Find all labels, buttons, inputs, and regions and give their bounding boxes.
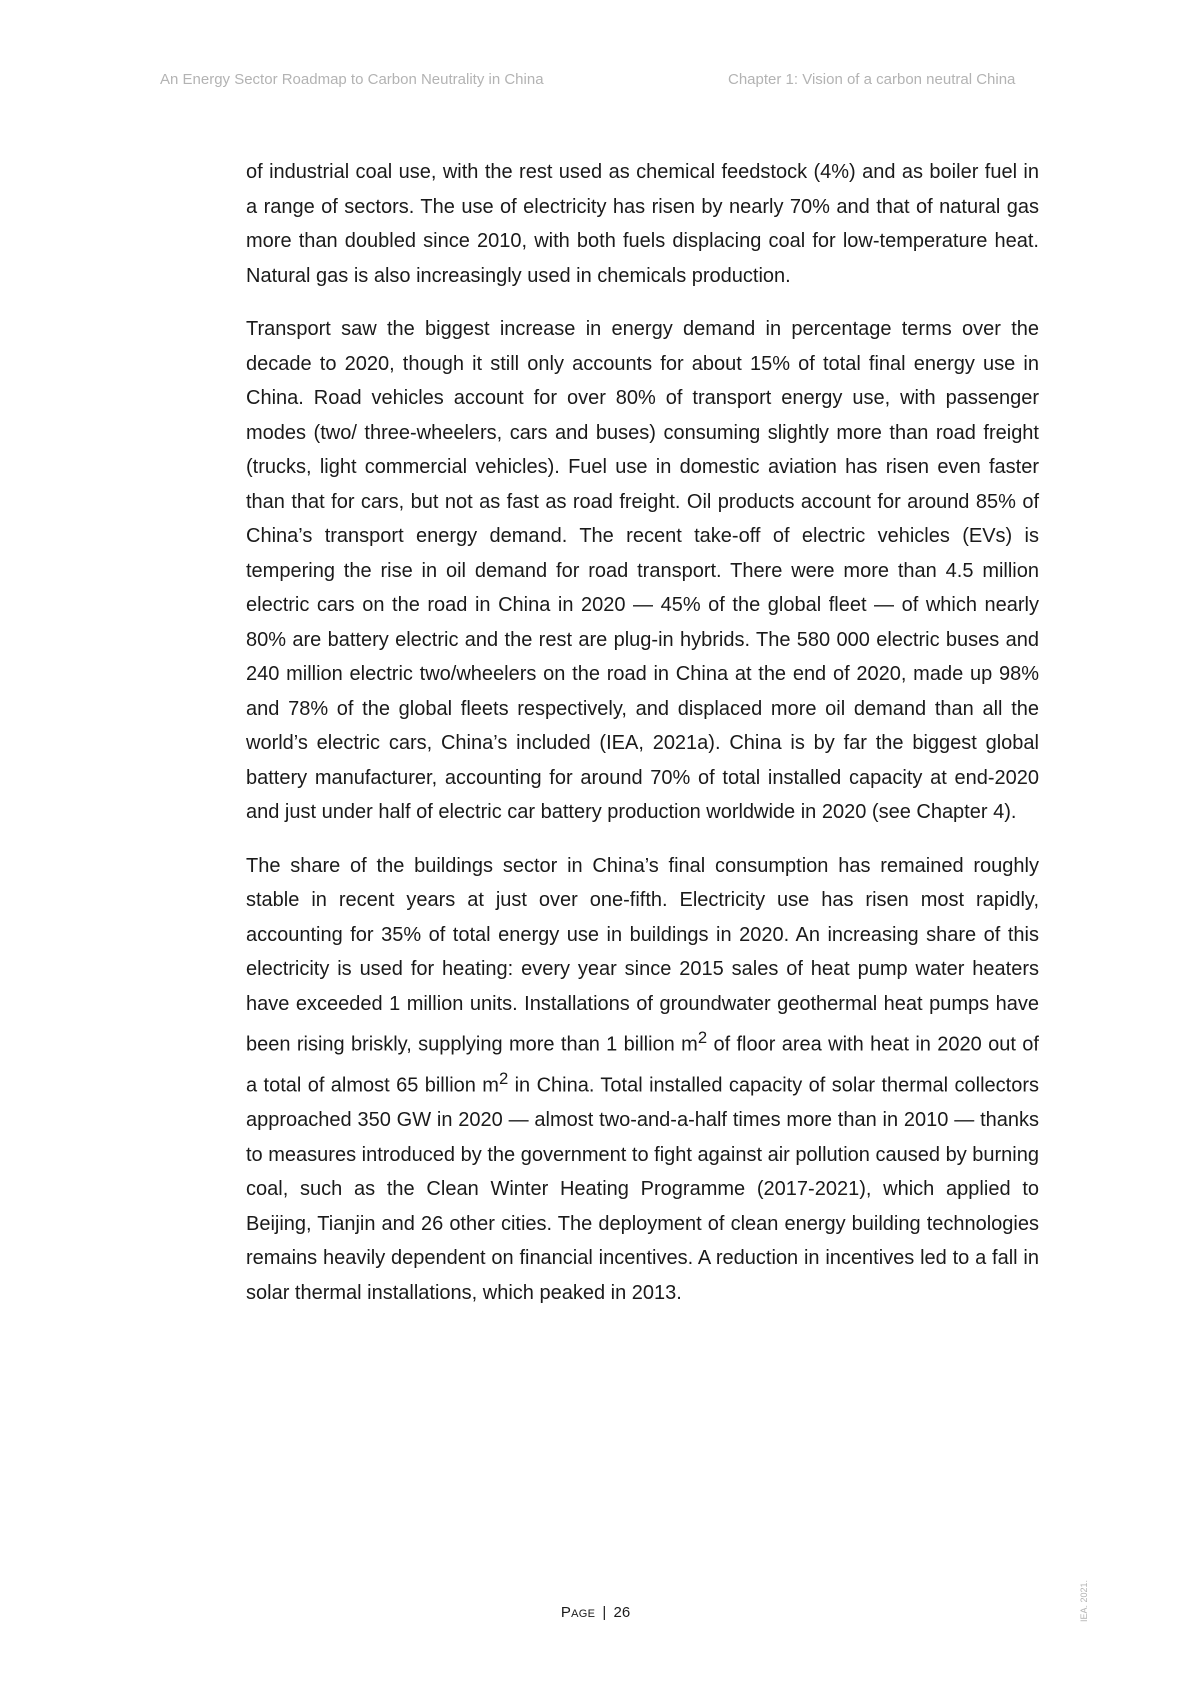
paragraph-transport: Transport saw the biggest increase in energy demand in percentage terms over the decade to 2020, though it still only accounts for about 15% of total final energy use in China. Road vehicles account for over 80% of transport energy use, with passenger modes (two/ three-wheelers, cars and buses) consuming slightly more than road freight (trucks, light commercial vehicles). Fuel use in domestic aviation has risen even faster than that for cars, but not as fast as road freight. Oil products account for around 85% of China’s transport energy demand. The recent take-off of electric vehicles (EVs) is tempering the rise in oil demand for road transport. There were more than 4.5 million electric cars on the road in China in 2020 — 45% of the global fleet — of which nearly 80% are battery electric and the rest are plug-in hybrids. The 580 000 electric buses and 240 million electric two/wheelers on the road in China at the end of 2020, made up 98% and 78% of the global fleets respectively, and displaced more oil demand than all the world’s electric cars, China’s included (IEA, 2021a). China is by far the biggest global battery manufacturer, accounting for around 70% of total installed capacity at end-2020 and just under half of electric car battery production worldwide in 2020 (see Chapter 4). — [246, 318, 1039, 823]
paragraph-buildings — [246, 849, 1039, 1311]
page-separator: | — [602, 1604, 607, 1621]
running-header-title: An Energy Sector Roadmap to Carbon Neutrality in China — [160, 71, 544, 88]
body-text — [246, 155, 1039, 1329]
paragraph-industry: of industrial coal use, with the rest used as chemical feedstock (4%) and as boiler fuel in a range of sectors. The use of electricity has risen by nearly 70% and that of natural gas more than doubled since 2010, with both fuels displacing coal for low-temperature heat. Natural gas is also increasingly used in chemicals production. — [246, 161, 1039, 287]
copyright-notice: IEA. 2021. — [1079, 1579, 1089, 1622]
paragraph-buildings-part-3: in China. Total installed capacity of solar thermal collectors approached 350 GW in 2020 — almost two-and-a-half times more than in 2010 — thanks to measures introduced by the government to fight against air pollution caused by burning coal, such as the Clean Winter Heating Programme (2017-2021), which applied to Beijing, Tianjin and 26 other cities. The deployment of clean energy building technologies remains heavily dependent on financial incentives. A reduction in incentives led to a fall in solar thermal installations, which peaked in 2013. — [246, 1074, 1039, 1304]
page-label: Page — [560, 1604, 596, 1621]
page-number: 26 — [613, 1604, 631, 1621]
superscript-squared: 2 — [498, 1069, 509, 1089]
running-header-chapter: Chapter 1: Vision of a carbon neutral China — [728, 71, 1016, 88]
paragraph-buildings-part-2: of floor area with heat in 2020 out of a total of almost 65 billion m — [246, 1033, 1039, 1097]
superscript-squared: 2 — [697, 1028, 708, 1047]
paragraph-buildings-part-1: The share of the buildings sector in China’s final consumption has remained roughly stable in recent years at just over one-fifth. Electricity use has risen most rapidly, accounting for 35% of total energy use in buildings in 2020. An increasing share of this electricity is used for heating: every year since 2015 sales of heat pump water heaters have exceeded 1 million units. Installations of groundwater geothermal heat pumps have been rising briskly, supplying more than 1 billion m — [246, 854, 1039, 1056]
page-footer — [0, 1604, 1191, 1621]
